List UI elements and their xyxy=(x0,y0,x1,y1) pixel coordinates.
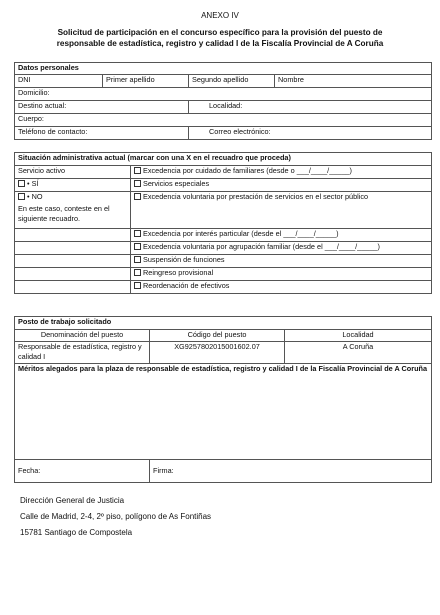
checkbox[interactable] xyxy=(134,243,141,250)
option-row[interactable] xyxy=(131,242,432,255)
checkbox[interactable] xyxy=(18,180,25,187)
checkbox[interactable] xyxy=(134,256,141,263)
option-row[interactable] xyxy=(131,192,432,229)
option-label: Excedencia por cuidado de familiares (desde o ___/____/_____) xyxy=(143,166,352,175)
title-line-2: responsable de estadística, registro y calidad I de la Fiscalía Provincial de A Coruña xyxy=(56,39,384,48)
no-note: En este caso, conteste en el siguiente recuadro. xyxy=(18,204,110,223)
merits-field[interactable]: Méritos alegados para la plaza de responsable de estadística, registro y calidad I de la Fiscalía Provincial de A Coruña xyxy=(15,364,432,460)
option-label: Servicios especiales xyxy=(143,179,210,188)
checkbox[interactable] xyxy=(134,180,141,187)
post-locality-column: Localidad xyxy=(285,330,432,342)
option-row[interactable] xyxy=(131,281,432,294)
yes-label: • SÍ xyxy=(27,179,39,188)
yes-option[interactable] xyxy=(15,179,131,192)
admin-situation-table xyxy=(14,152,432,294)
locality-field[interactable]: Localidad: xyxy=(189,101,432,114)
checkbox[interactable] xyxy=(18,193,25,200)
option-label: Reingreso provisional xyxy=(143,268,214,277)
checkbox[interactable] xyxy=(134,167,141,174)
date-field[interactable]: Fecha: xyxy=(15,460,150,483)
first-surname-field[interactable]: Primer apellido xyxy=(103,75,189,88)
post-code-value: XG9257802015001602.07 xyxy=(150,342,285,364)
personal-data-table xyxy=(14,62,432,140)
dni-field[interactable]: DNI xyxy=(15,75,103,88)
checkbox[interactable] xyxy=(134,269,141,276)
post-name-value: Responsable de estadística, registro y calidad I xyxy=(15,342,150,364)
annex-label: ANEXO IV xyxy=(201,11,239,20)
signature-field[interactable]: Firma: xyxy=(150,460,432,483)
option-label: Excedencia voluntaria por agrupación familiar (desde el ___/____/_____) xyxy=(143,242,380,251)
option-row[interactable] xyxy=(131,268,432,281)
checkbox[interactable] xyxy=(134,230,141,237)
footer-line-3: 15781 Santiago de Compostela xyxy=(20,528,133,537)
footer-line-1: Dirección General de Justicia xyxy=(20,496,125,505)
personal-data-header: Datos personales xyxy=(15,63,432,75)
option-row[interactable] xyxy=(131,255,432,268)
option-label: Excedencia voluntaria por prestación de servicios en el sector público xyxy=(143,192,369,201)
post-locality-value: A Coruña xyxy=(285,342,432,364)
active-service-label: Servicio activo xyxy=(15,166,131,179)
address-footer xyxy=(20,493,211,541)
footer-line-2: Calle de Madrid, 2-4, 2º piso, polígono de As Fontiñas xyxy=(20,512,212,521)
checkbox[interactable] xyxy=(134,282,141,289)
document-title xyxy=(20,27,420,49)
address-field[interactable]: Domicilio: xyxy=(15,88,432,101)
option-label: Reordenación de efectivos xyxy=(143,281,230,290)
option-label: Excedencia por interés particular (desde el ___/____/_____) xyxy=(143,229,339,238)
name-field[interactable]: Nombre xyxy=(275,75,432,88)
post-name-column: Denominación del puesto xyxy=(15,330,150,342)
option-row[interactable] xyxy=(131,166,432,179)
title-line-1: Solicitud de participación en el concurso específico para la provisión del puesto de xyxy=(57,28,383,37)
admin-situation-header: Situación administrativa actual (marcar con una X en el recuadro que proceda) xyxy=(15,153,432,166)
option-row[interactable] xyxy=(131,179,432,192)
second-surname-field[interactable]: Segundo apellido xyxy=(189,75,275,88)
requested-post-table xyxy=(14,316,432,483)
no-option[interactable] xyxy=(15,192,131,229)
checkbox[interactable] xyxy=(134,193,141,200)
option-row[interactable] xyxy=(131,229,432,242)
current-post-field[interactable]: Destino actual: xyxy=(15,101,189,114)
corps-field[interactable]: Cuerpo: xyxy=(15,114,432,127)
option-label: Suspensión de funciones xyxy=(143,255,225,264)
phone-field[interactable]: Teléfono de contacto: xyxy=(15,127,189,140)
post-code-column: Código del puesto xyxy=(150,330,285,342)
no-label: • NO xyxy=(27,192,43,201)
email-field[interactable]: Correo electrónico: xyxy=(189,127,432,140)
requested-post-header: Posto de trabajo solicitado xyxy=(15,317,432,330)
